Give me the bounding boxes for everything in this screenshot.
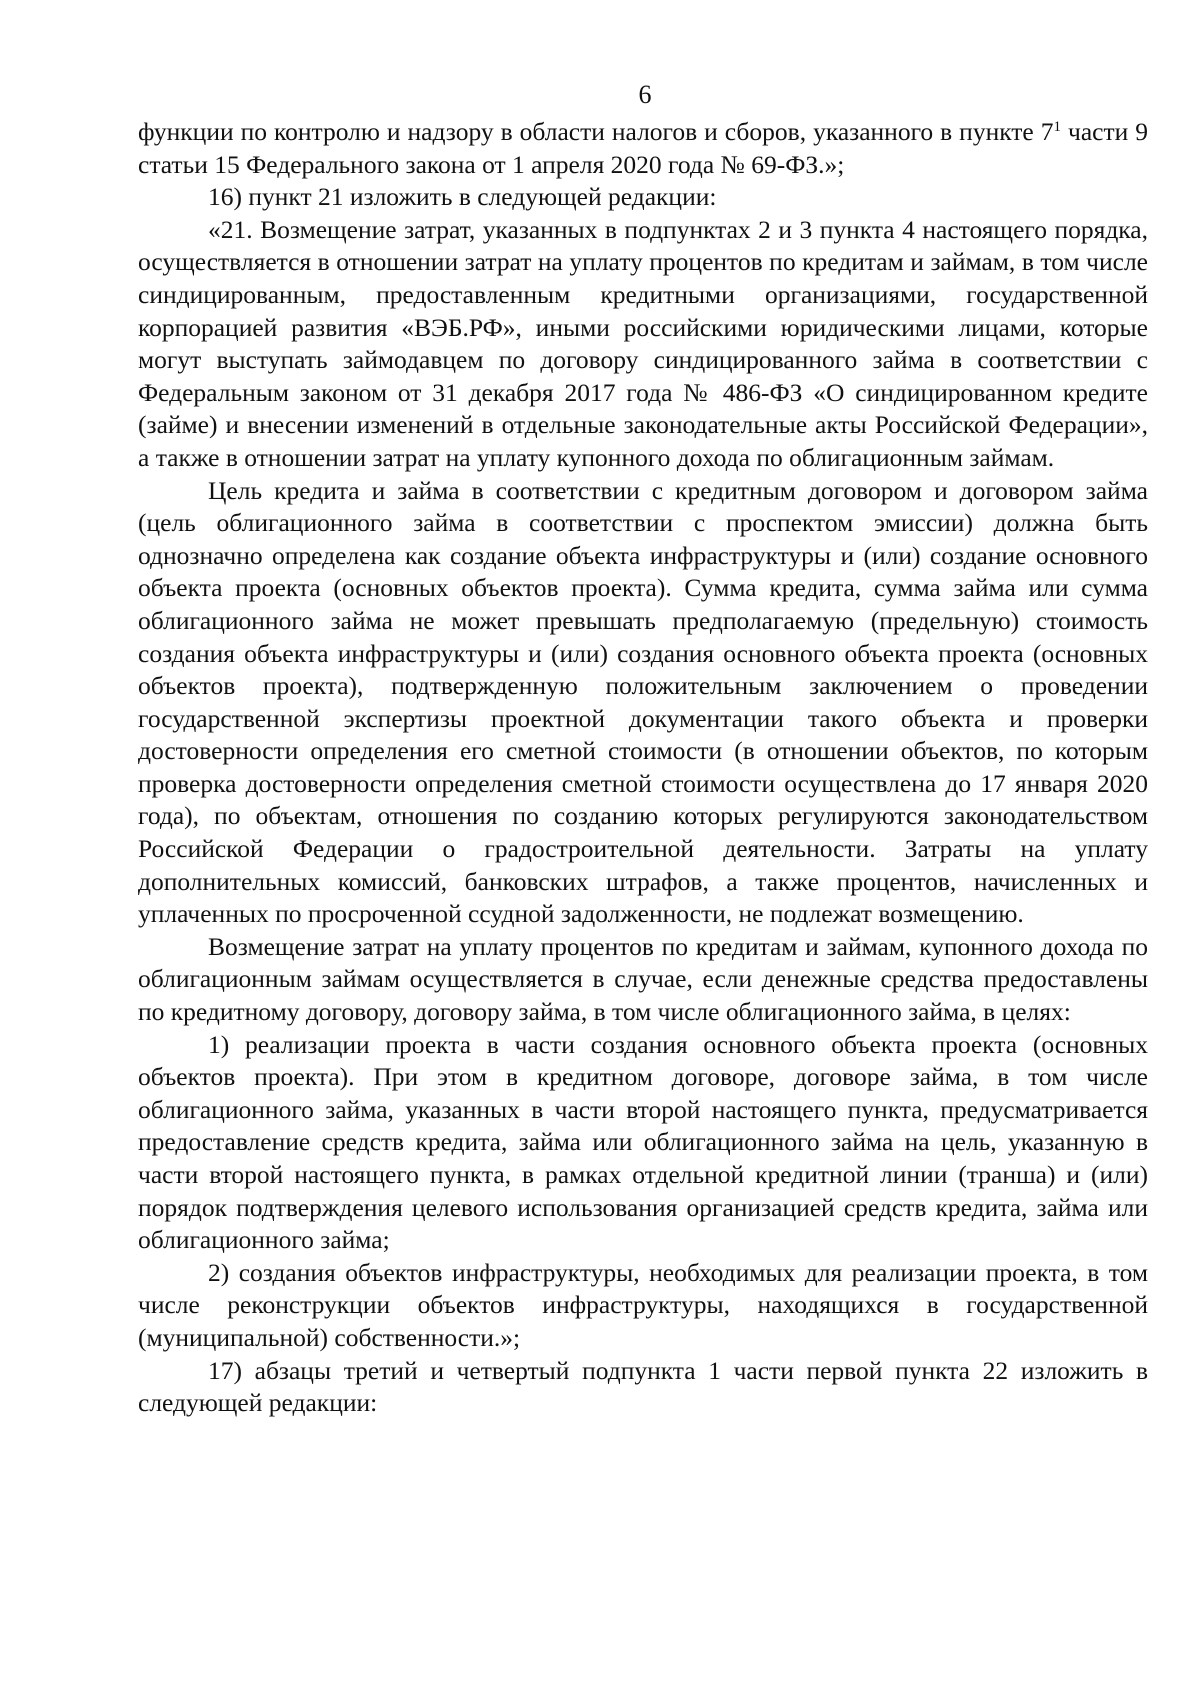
paragraph-point-21: «21. Возмещение затрат, указанных в подпунктах 2 и 3 пункта 4 настоящего порядка, осуществляется в отношении затрат на уплату процентов по кредитам и займам, в том числе синдицированным, предоставленным кредитными организациями, государственной корпорацией развития «ВЭБ.РФ», иными российскими юридическими лицами, которые могут выступать займодавцем по договору синдицированного займа в соответствии с Федеральным законом от 31 декабря 2017 года № 486-ФЗ «О синдицированном кредите (займе) и внесении изменений в отдельные законодательные акты Российской Федерации», а также в отношении затрат на уплату купонного дохода по облигационным займам. [138,214,1148,472]
paragraph-subitem-2: 2) создания объектов инфраструктуры, необходимых для реализации проекта, в том числе реконструкции объектов инфраструктуры, находящихся в государственной (муниципальной) собственности.»; [138,1257,1148,1352]
paragraph-continuation [138,116,1148,181]
superscript-mark: 1 [1053,119,1061,135]
paragraph-item-16: 16) пункт 21 изложить в следующей редакции: [208,182,717,212]
page-number: 6 [638,80,652,109]
paragraph-text-tail: части 9 статьи 15 Федерального закона от 1 апреля 2020 года № 69-ФЗ.»; [138,117,1148,179]
paragraph-subitem-1: 1) реализации проекта в части создания основного объекта проекта (основных объектов проекта). При этом в кредитном договоре, договоре займа, в том числе облигационного займа, указанных в части второй настоящего пункта, предусматривается предоставление средств кредита, займа или облигационного займа на цель, указанную в части второй настоящего пункта, в рамках отдельной кредитной линии (транша) и (или) порядок подтверждения целевого использования организацией средств кредита, займа или облигационного займа; [138,1029,1148,1255]
document-body [138,116,1148,1420]
paragraph-reimbursement-conditions: Возмещение затрат на уплату процентов по кредитам и займам, купонного дохода по облигационным займам осуществляется в случае, если денежные средства предоставлены по кредитному договору, договору займа, в том числе облигационного займа, в целях: [138,931,1148,1027]
paragraph-text: функции по контролю и надзору в области налогов и сборов, указанного в пункте 7 [138,117,1054,146]
paragraph-item-17: 17) абзацы третий и четвертый подпункта 1 части первой пункта 22 изложить в следующей редакции: [138,1355,1148,1418]
paragraph-loan-purpose: Цель кредита и займа в соответствии с кредитным договором и договором займа (цель облигационного займа в соответствии с проспектом эмиссии) должна быть однозначно определена как создание объекта инфраструктуры и (или) создание основного объекта проекта (основных объектов проекта). Сумма кредита, сумма займа или сумма облигационного займа не может превышать предполагаемую (предельную) стоимость создания объекта инфраструктуры и (или) создания основного объекта проекта (основных объектов проекта), подтвержденную положительным заключением о проведении государственной экспертизы проектной документации такого объекта и проверки достоверности определения его сметной стоимости (в отношении объектов, по которым проверка достоверности определения сметной стоимости осуществлена до 17 января 2020 года), по объектам, отношения по созданию которых регулируются законодательством Российской Федерации о градостроительной деятельности. Затраты на уплату дополнительных комиссий, банковских штрафов, а также процентов, начисленных и уплаченных по просроченной ссудной задолженности, не подлежат возмещению. [138,475,1148,929]
